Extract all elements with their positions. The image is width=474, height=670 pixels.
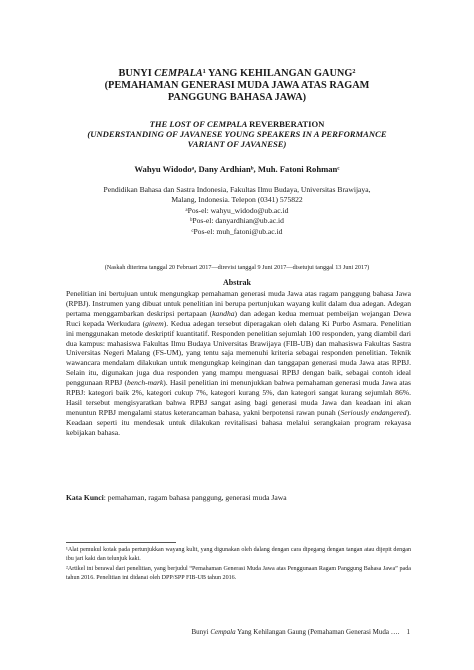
running-footer: Bunyi Cempala Yang Kehilangan Gaung (Pemahaman Generasi Muda …. 1 [191, 628, 410, 636]
keywords-text: : pemahaman, ragam bahasa panggung, generasi muda Jawa [103, 493, 287, 502]
keywords [66, 493, 411, 502]
english-title-line-2: (UNDERSTANDING OF JAVANESE YOUNG SPEAKERS IN A PERFORMANCE [87, 129, 387, 140]
author-email-a: ᵃPos-el: wahyu_widodo@ub.ac.id [185, 205, 289, 215]
footnote-divider [66, 542, 176, 543]
affiliation-line-1: Pendidikan Bahasa dan Sastra Indonesia, Fakultas Ilmu Budaya, Universitas Brawijaya, [103, 185, 371, 194]
submission-history: (Naskah diterima tanggal 20 Februari 2017—direvisi tanggal 9 Juni 2017—disetujui tanggal 13 Juni 2017) [104, 264, 370, 271]
footnote-1: ¹Alat pemukul kotak pada pertunjukkan wayang kulit, yang digunakan oleh dalang dengan cara dipegang dengan tangan atau dijepit dengan ibu jari kaki dan telunjuk kaki. [66, 547, 411, 562]
footnote-2: ²Artikel ini berawal dari penelitian, yang berjudul “Pemahaman Generasi Muda Jawa atas Penggunaan Ragam Panggung Bahasa Jawa” pada tahun 2016. Penelitian ini didanai oleh DPP/SPP FIB-UB tahun 2016. [66, 566, 411, 581]
affiliation-line-2: Malang, Indonesia. Telepon (0341) 575822 [171, 195, 303, 205]
author-email-c: ᶜPos-el: muh_fatoni@ub.ac.id [191, 226, 283, 236]
abstract-body: Penelitian ini bertujuan untuk mengungkap pemahaman generasi muda Jawa atas ragam panggung bahasa Jawa (RPBJ). Instrumen yang dibuat untuk penelitian ini berupa pertunjukan wayang kulit dalam dua adegan. Adegan pertama menggambarkan deskripsi pertapaan (kandha) dan adegan kedua memuat pembeijan wejangan Dewa Ruci kepada Werkudara (ginem). Kedua adegan tersebut diperagakan oleh dalang Ki Purbo Asmara. Penelitian ini menggunakan metode deskriptif kuantitatif. Responden penelitian sejumlah 100 responden, yang diambil dari dua kampus: mahasiswa Fakultas Ilmu Budaya Universitas Brawijaya (FIB-UB) dan mahasiswa Fakultas Sastra Universitas Negeri Malang (FS-UM), yang tentu saja memenuhi kriteria sebagai responden penelitian. Teknik wawancara mendalam dilakukan untuk mengungkap keinginan dan tanggapan generasi muda Jawa atas RPBJ. Selain itu, digunakan juga dua responden yang mampu menguasai RPBJ dengan baik, sebagai contoh ideal penggunaan RPBJ (bench-mark). Hasil penelitian ini menunjukkan bahwa pemahaman generasi muda Jawa atas RPBJ: kategori baik 2%, kategori cukup 7%, kategori kurang 5%, dan kategori sangat kurang sejumlah 86%. Hasil tersebut mengisyaratkan bahwa RPBJ sangat asing bagi generasi muda Jawa dan keadaan ini akan menuntun RPBJ mengalami status keterancaman bahasa, yakni berpotensi rawan punah (Seriously endangered). Keadaan seperti itu mendesak untuk dilakukan revitalisasi bahasa melalui serangkaian program rekayasa kebijakan bahasa. [66, 289, 411, 437]
article-title [40, 68, 434, 104]
keywords-label: Kata Kunci [66, 493, 104, 502]
author-email-b: ᵇPos-el: danyardhian@ub.ac.id [190, 216, 284, 226]
english-title-line-3: VARIANT OF JAVANESE) [187, 139, 287, 150]
title-line-1: BUNYI CEMPALA¹ YANG KEHILANGAN GAUNG² [118, 68, 356, 79]
author-list: Wahyu Widodoᵃ, Dany Ardhianᵇ, Muh. Fatoni Rohmanᶜ [134, 164, 340, 174]
affiliation [60, 185, 414, 237]
abstract-heading: Abstrak [222, 278, 251, 287]
title-line-3: PANGGUNG BAHASA JAWA) [167, 92, 307, 103]
english-title-line-1: THE LOST OF CEMPALA REVERBERATION [149, 119, 325, 129]
english-title [30, 119, 444, 150]
title-line-2: (PEMAHAMAN GENERASI MUDA JAWA ATAS RAGAM [104, 80, 370, 91]
page-number: 1 [406, 628, 410, 636]
